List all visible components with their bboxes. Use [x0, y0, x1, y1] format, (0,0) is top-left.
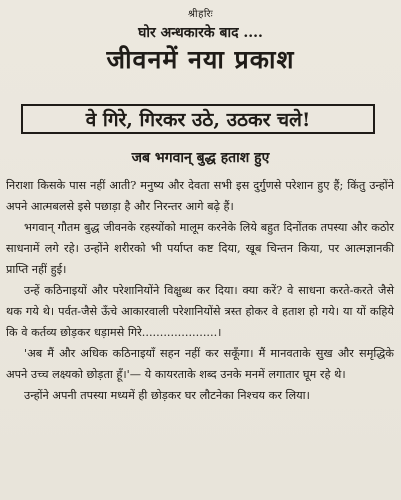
- paragraph-5: उन्होंने अपनी तपस्या मध्यमें ही छोड़कर घर लौटनेका निश्चय कर लिया।: [24, 389, 310, 402]
- paragraph-1: निराशा किसके पास नहीं आती? मनुष्य और देवता सभी इस दुर्गुणसे परेशान हुए हैं; किंतु उन्होंने अपने आत्मबलसे इसे पछाड़ा है और निरन्तर आगे बढ़े हैं।: [6, 179, 394, 213]
- body-text: [6, 175, 394, 406]
- paragraph-2: भगवान् गौतम बुद्ध जीवनके रहस्योंको मालूम करनेके लिये बहुत दिनोंतक तपस्या और कठोर साधनामें लगे रहे। उन्होंने शरीरको भी पर्याप्त कष्ट दिया, खूब चिन्तन किया, पर आत्मज्ञानकी प्राप्ति नहीं हुई।: [6, 221, 394, 276]
- invocation: श्रीहरिः: [187, 9, 214, 20]
- boxed-subtitle: [21, 104, 375, 134]
- section-heading: जब भगवान् बुद्ध हताश हुए: [131, 150, 270, 166]
- page-title: जीवनमें नया प्रकाश: [106, 45, 295, 74]
- paragraph-3: उन्हें कठिनाइयों और परेशानियोंने विक्षुब्ध कर दिया। क्या करें? वे साधना करते-करते जैसे थक गये थे। पर्वत-जैसे ऊँचे आकारवाली परेशानियोंसे त्रस्त होकर वे हताश हो गये। या यों कहिये कि वे कर्तव्य छोड़कर धड़ामसे गिरे.....................।: [6, 284, 394, 339]
- paragraph-4: 'अब मैं और अधिक कठिनाइयाँ सहन नहीं कर सकूँगा। मैं मानवताके सुख और समृद्धिके अपने उच्च लक्ष्यको छोड़ता हूँ।'— ये कायरताके शब्द उनके मनमें लगातार घूम रहे थे।: [6, 347, 394, 381]
- boxed-subtitle-text: वे गिरे, गिरकर उठे, उठकर चले!: [85, 109, 311, 131]
- kicker-line: घोर अन्धकारके बाद ....: [138, 25, 263, 41]
